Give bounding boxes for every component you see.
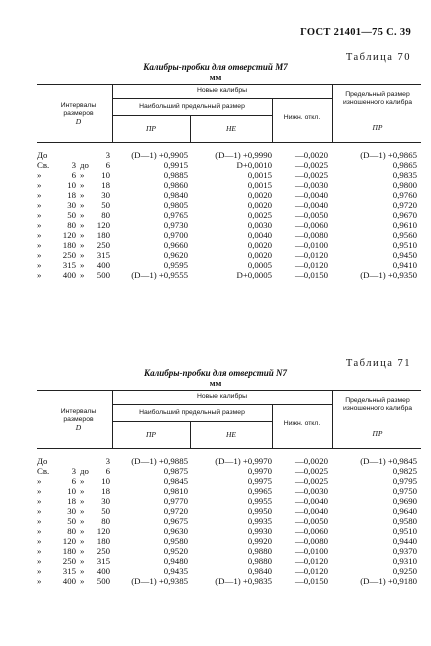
row-sep: » xyxy=(80,566,85,576)
rule-sub2 xyxy=(112,421,272,422)
row-worn: 0,9825 xyxy=(392,466,417,476)
table-row xyxy=(0,476,431,486)
row-sep: » xyxy=(80,576,85,586)
header-new-gauges: Новые калибры xyxy=(196,87,248,94)
row-to: 18 xyxy=(101,486,110,496)
header-intervals-symbol: D xyxy=(75,117,82,126)
table-unit: мм xyxy=(209,72,222,82)
row-from: 120 xyxy=(62,536,76,546)
row-ne: 0,9920 xyxy=(247,536,272,546)
table-row xyxy=(0,556,431,566)
row-pr: 0,9915 xyxy=(163,160,188,170)
row-prefix: До xyxy=(37,456,48,466)
rule-sub1 xyxy=(112,98,332,99)
row-from: 6 xyxy=(71,170,76,180)
row-prefix: » xyxy=(37,210,42,220)
row-prefix: Св. xyxy=(37,466,50,476)
row-to: 180 xyxy=(96,536,110,546)
row-pr: (D—1) +0,9905 xyxy=(131,150,188,160)
table-row xyxy=(0,496,431,506)
row-ne: (D—1) +0,9970 xyxy=(215,456,272,466)
row-from: 6 xyxy=(71,476,76,486)
row-sep: » xyxy=(80,210,85,220)
row-pr: 0,9730 xyxy=(163,220,188,230)
row-prefix: » xyxy=(37,516,42,526)
table-row xyxy=(0,240,431,250)
rule-header-bottom xyxy=(37,448,421,449)
row-worn: (D—1) +0,9180 xyxy=(360,576,417,586)
row-ne: 0,0025 xyxy=(247,210,272,220)
row-to: 50 xyxy=(101,200,110,210)
row-worn: 0,9750 xyxy=(392,486,417,496)
row-ne: D+0,0005 xyxy=(236,270,272,280)
row-pr: 0,9765 xyxy=(163,210,188,220)
row-sep: » xyxy=(80,190,85,200)
header-worn: Предельный размер изношенного калибра xyxy=(342,397,413,412)
table-row xyxy=(0,270,431,280)
row-prefix: » xyxy=(37,190,42,200)
row-to: 400 xyxy=(96,260,110,270)
row-to: 10 xyxy=(101,170,110,180)
row-prefix: До xyxy=(37,150,48,160)
row-dev: —0,0060 xyxy=(295,526,328,536)
row-sep: » xyxy=(80,516,85,526)
table-title: Калибры-пробки для отверстий М7 xyxy=(143,62,288,72)
row-dev: —0,0120 xyxy=(295,250,328,260)
table-row xyxy=(0,210,431,220)
row-ne: D+0,0010 xyxy=(236,160,272,170)
row-ne: 0,9950 xyxy=(247,506,272,516)
row-dev: —0,0120 xyxy=(295,556,328,566)
header-max-size: Наибольший предельный размер xyxy=(139,409,245,416)
row-ne: 0,0020 xyxy=(247,240,272,250)
row-from: 80 xyxy=(67,526,76,536)
row-to: 18 xyxy=(101,180,110,190)
row-sep: » xyxy=(80,536,85,546)
row-from: 120 xyxy=(62,230,76,240)
row-ne: 0,0015 xyxy=(247,170,272,180)
row-dev: —0,0025 xyxy=(295,476,328,486)
table-row xyxy=(0,486,431,496)
row-ne: 0,0020 xyxy=(247,190,272,200)
table-unit: мм xyxy=(209,378,222,388)
row-ne: 0,0015 xyxy=(247,180,272,190)
header-new-gauges: Новые калибры xyxy=(196,393,248,400)
row-to: 250 xyxy=(96,546,110,556)
row-prefix: » xyxy=(37,536,42,546)
header-max-size: Наибольший предельный размер xyxy=(139,103,245,110)
row-to: 120 xyxy=(96,220,110,230)
row-worn: (D—1) +0,9845 xyxy=(360,456,417,466)
row-dev: —0,0020 xyxy=(295,456,328,466)
row-pr: 0,9860 xyxy=(163,180,188,190)
row-sep: » xyxy=(80,270,85,280)
table-row xyxy=(0,220,431,230)
row-pr: 0,9595 xyxy=(163,260,188,270)
row-prefix: » xyxy=(37,556,42,566)
row-ne: 0,9935 xyxy=(247,516,272,526)
row-from: 30 xyxy=(67,506,76,516)
header-lower-dev: Нижн. откл. xyxy=(283,114,321,121)
table-row xyxy=(0,200,431,210)
row-dev: —0,0025 xyxy=(295,466,328,476)
row-dev: —0,0050 xyxy=(295,210,328,220)
row-pr: 0,9630 xyxy=(163,526,188,536)
row-worn: 0,9835 xyxy=(392,170,417,180)
row-ne: 0,9965 xyxy=(247,486,272,496)
row-from: 50 xyxy=(67,210,76,220)
row-sep: » xyxy=(80,170,85,180)
row-to: 500 xyxy=(96,576,110,586)
header-intervals-symbol: D xyxy=(75,423,82,432)
row-pr: 0,9875 xyxy=(163,466,188,476)
header-worn-pr: ПР xyxy=(372,429,383,438)
row-to: 180 xyxy=(96,230,110,240)
row-dev: —0,0030 xyxy=(295,486,328,496)
table-row xyxy=(0,546,431,556)
row-prefix: » xyxy=(37,486,42,496)
row-sep: до xyxy=(80,466,89,476)
row-dev: —0,0025 xyxy=(295,160,328,170)
row-to: 80 xyxy=(101,210,110,220)
table-row xyxy=(0,170,431,180)
row-pr: (D—1) +0,9885 xyxy=(131,456,188,466)
table-title: Калибры-пробки для отверстий N7 xyxy=(144,368,287,378)
row-from: 18 xyxy=(67,496,76,506)
row-from: 80 xyxy=(67,220,76,230)
row-pr: 0,9580 xyxy=(163,536,188,546)
row-prefix: » xyxy=(37,240,42,250)
row-prefix: » xyxy=(37,200,42,210)
row-ne: 0,9880 xyxy=(247,546,272,556)
row-from: 400 xyxy=(62,270,76,280)
table-label: Таблица 71 xyxy=(345,358,411,369)
row-worn: 0,9510 xyxy=(392,240,417,250)
row-from: 315 xyxy=(62,260,76,270)
row-pr: 0,9480 xyxy=(163,556,188,566)
row-from: 30 xyxy=(67,200,76,210)
row-to: 80 xyxy=(101,516,110,526)
row-ne: 0,0005 xyxy=(247,260,272,270)
row-ne: 0,9970 xyxy=(247,466,272,476)
header-intervals: Интервалы размеров xyxy=(60,102,97,117)
row-from: 250 xyxy=(62,556,76,566)
row-from: 315 xyxy=(62,566,76,576)
row-dev: —0,0100 xyxy=(295,546,328,556)
row-to: 250 xyxy=(96,240,110,250)
row-worn: 0,9410 xyxy=(392,260,417,270)
row-sep: » xyxy=(80,526,85,536)
table-row xyxy=(0,566,431,576)
row-dev: —0,0150 xyxy=(295,270,328,280)
row-dev: —0,0120 xyxy=(295,260,328,270)
row-ne: (D—1) +0,9990 xyxy=(215,150,272,160)
row-pr: 0,9805 xyxy=(163,200,188,210)
row-from: 180 xyxy=(62,240,76,250)
row-prefix: » xyxy=(37,566,42,576)
row-worn: 0,9640 xyxy=(392,506,417,516)
row-worn: 0,9440 xyxy=(392,536,417,546)
row-pr: 0,9700 xyxy=(163,230,188,240)
table-row xyxy=(0,230,431,240)
row-to: 120 xyxy=(96,526,110,536)
row-pr: 0,9770 xyxy=(163,496,188,506)
row-ne: (D—1) +0,9835 xyxy=(215,576,272,586)
table-row xyxy=(0,536,431,546)
row-to: 315 xyxy=(96,250,110,260)
row-from: 10 xyxy=(67,180,76,190)
row-dev: —0,0100 xyxy=(295,240,328,250)
row-sep: » xyxy=(80,260,85,270)
header-pr: ПР xyxy=(146,430,156,439)
rule-v4 xyxy=(332,390,333,448)
header-worn-pr: ПР xyxy=(372,123,383,132)
row-dev: —0,0050 xyxy=(295,516,328,526)
row-sep: » xyxy=(80,180,85,190)
row-sep: » xyxy=(80,546,85,556)
table-row xyxy=(0,516,431,526)
table-row xyxy=(0,506,431,516)
row-pr: 0,9840 xyxy=(163,190,188,200)
table-row xyxy=(0,576,431,586)
row-ne: 0,9975 xyxy=(247,476,272,486)
row-pr: 0,9620 xyxy=(163,250,188,260)
row-worn: (D—1) +0,9865 xyxy=(360,150,417,160)
row-pr: 0,9845 xyxy=(163,476,188,486)
row-worn: 0,9720 xyxy=(392,200,417,210)
rule-header-bottom xyxy=(37,142,421,143)
row-worn: 0,9760 xyxy=(392,190,417,200)
row-to: 500 xyxy=(96,270,110,280)
rule-sub1 xyxy=(112,404,332,405)
row-dev: —0,0030 xyxy=(295,180,328,190)
row-worn: 0,9250 xyxy=(392,566,417,576)
table-row xyxy=(0,160,431,170)
row-from: 3 xyxy=(71,160,76,170)
row-worn: 0,9690 xyxy=(392,496,417,506)
row-prefix: » xyxy=(37,170,42,180)
row-dev: —0,0040 xyxy=(295,506,328,516)
row-prefix: » xyxy=(37,506,42,516)
row-worn: 0,9795 xyxy=(392,476,417,486)
row-to: 3 xyxy=(105,150,110,160)
row-worn: (D—1) +0,9350 xyxy=(360,270,417,280)
row-dev: —0,0020 xyxy=(295,150,328,160)
row-sep: » xyxy=(80,486,85,496)
row-from: 10 xyxy=(67,486,76,496)
row-to: 50 xyxy=(101,506,110,516)
page-header: ГОСТ 21401—75 С. 39 xyxy=(300,27,411,38)
row-to: 6 xyxy=(105,466,110,476)
row-prefix: » xyxy=(37,180,42,190)
row-dev: —0,0150 xyxy=(295,576,328,586)
rule-sub2 xyxy=(112,115,272,116)
row-worn: 0,9450 xyxy=(392,250,417,260)
row-to: 315 xyxy=(96,556,110,566)
row-prefix: » xyxy=(37,260,42,270)
row-worn: 0,9560 xyxy=(392,230,417,240)
row-sep: » xyxy=(80,556,85,566)
table-label: Таблица 70 xyxy=(345,52,411,63)
row-pr: 0,9660 xyxy=(163,240,188,250)
row-prefix: » xyxy=(37,526,42,536)
row-sep: » xyxy=(80,240,85,250)
row-prefix: » xyxy=(37,546,42,556)
row-sep: » xyxy=(80,220,85,230)
row-ne: 0,9930 xyxy=(247,526,272,536)
row-ne: 0,9880 xyxy=(247,556,272,566)
row-worn: 0,9580 xyxy=(392,516,417,526)
row-ne: 0,9840 xyxy=(247,566,272,576)
row-pr: (D—1) +0,9385 xyxy=(131,576,188,586)
row-dev: —0,0040 xyxy=(295,496,328,506)
row-worn: 0,9610 xyxy=(392,220,417,230)
row-to: 30 xyxy=(101,190,110,200)
table-row xyxy=(0,180,431,190)
row-prefix: » xyxy=(37,496,42,506)
row-ne: 0,0020 xyxy=(247,250,272,260)
row-worn: 0,9865 xyxy=(392,160,417,170)
row-from: 18 xyxy=(67,190,76,200)
row-to: 3 xyxy=(105,456,110,466)
row-sep: » xyxy=(80,230,85,240)
row-prefix: » xyxy=(37,220,42,230)
row-dev: —0,0040 xyxy=(295,190,328,200)
row-sep: » xyxy=(80,496,85,506)
row-dev: —0,0040 xyxy=(295,200,328,210)
row-from: 250 xyxy=(62,250,76,260)
header-pr: ПР xyxy=(146,124,156,133)
rule-top xyxy=(37,84,421,85)
row-prefix: » xyxy=(37,270,42,280)
row-sep: » xyxy=(80,506,85,516)
header-lower-dev: Нижн. откл. xyxy=(283,420,321,427)
table-row xyxy=(0,466,431,476)
row-from: 180 xyxy=(62,546,76,556)
row-prefix: Св. xyxy=(37,160,50,170)
row-from: 50 xyxy=(67,516,76,526)
row-prefix: » xyxy=(37,230,42,240)
row-dev: —0,0080 xyxy=(295,536,328,546)
table-row xyxy=(0,190,431,200)
row-dev: —0,0120 xyxy=(295,566,328,576)
row-to: 6 xyxy=(105,160,110,170)
row-pr: 0,9810 xyxy=(163,486,188,496)
header-intervals: Интервалы размеров xyxy=(60,408,97,423)
row-prefix: » xyxy=(37,576,42,586)
rule-v4 xyxy=(332,84,333,142)
table-row xyxy=(0,526,431,536)
row-ne: 0,9955 xyxy=(247,496,272,506)
table-row xyxy=(0,150,431,160)
row-worn: 0,9670 xyxy=(392,210,417,220)
table-row xyxy=(0,260,431,270)
row-from: 3 xyxy=(71,466,76,476)
row-pr: (D—1) +0,9555 xyxy=(131,270,188,280)
header-ne: НЕ xyxy=(226,124,236,133)
row-sep: до xyxy=(80,160,89,170)
rule-top xyxy=(37,390,421,391)
row-worn: 0,9370 xyxy=(392,546,417,556)
row-to: 10 xyxy=(101,476,110,486)
row-sep: » xyxy=(80,250,85,260)
row-worn: 0,9510 xyxy=(392,526,417,536)
row-pr: 0,9520 xyxy=(163,546,188,556)
row-to: 400 xyxy=(96,566,110,576)
row-dev: —0,0025 xyxy=(295,170,328,180)
row-ne: 0,0040 xyxy=(247,230,272,240)
row-worn: 0,9800 xyxy=(392,180,417,190)
row-prefix: » xyxy=(37,476,42,486)
row-dev: —0,0080 xyxy=(295,230,328,240)
row-from: 400 xyxy=(62,576,76,586)
row-pr: 0,9675 xyxy=(163,516,188,526)
header-worn: Предельный размер изношенного калибра xyxy=(342,91,413,106)
row-to: 30 xyxy=(101,496,110,506)
row-sep: » xyxy=(80,200,85,210)
row-sep: » xyxy=(80,476,85,486)
row-pr: 0,9885 xyxy=(163,170,188,180)
table-row xyxy=(0,456,431,466)
row-pr: 0,9435 xyxy=(163,566,188,576)
row-pr: 0,9720 xyxy=(163,506,188,516)
row-ne: 0,0030 xyxy=(247,220,272,230)
row-worn: 0,9310 xyxy=(392,556,417,566)
row-ne: 0,0020 xyxy=(247,200,272,210)
header-ne: НЕ xyxy=(226,430,236,439)
row-prefix: » xyxy=(37,250,42,260)
row-dev: —0,0060 xyxy=(295,220,328,230)
table-row xyxy=(0,250,431,260)
